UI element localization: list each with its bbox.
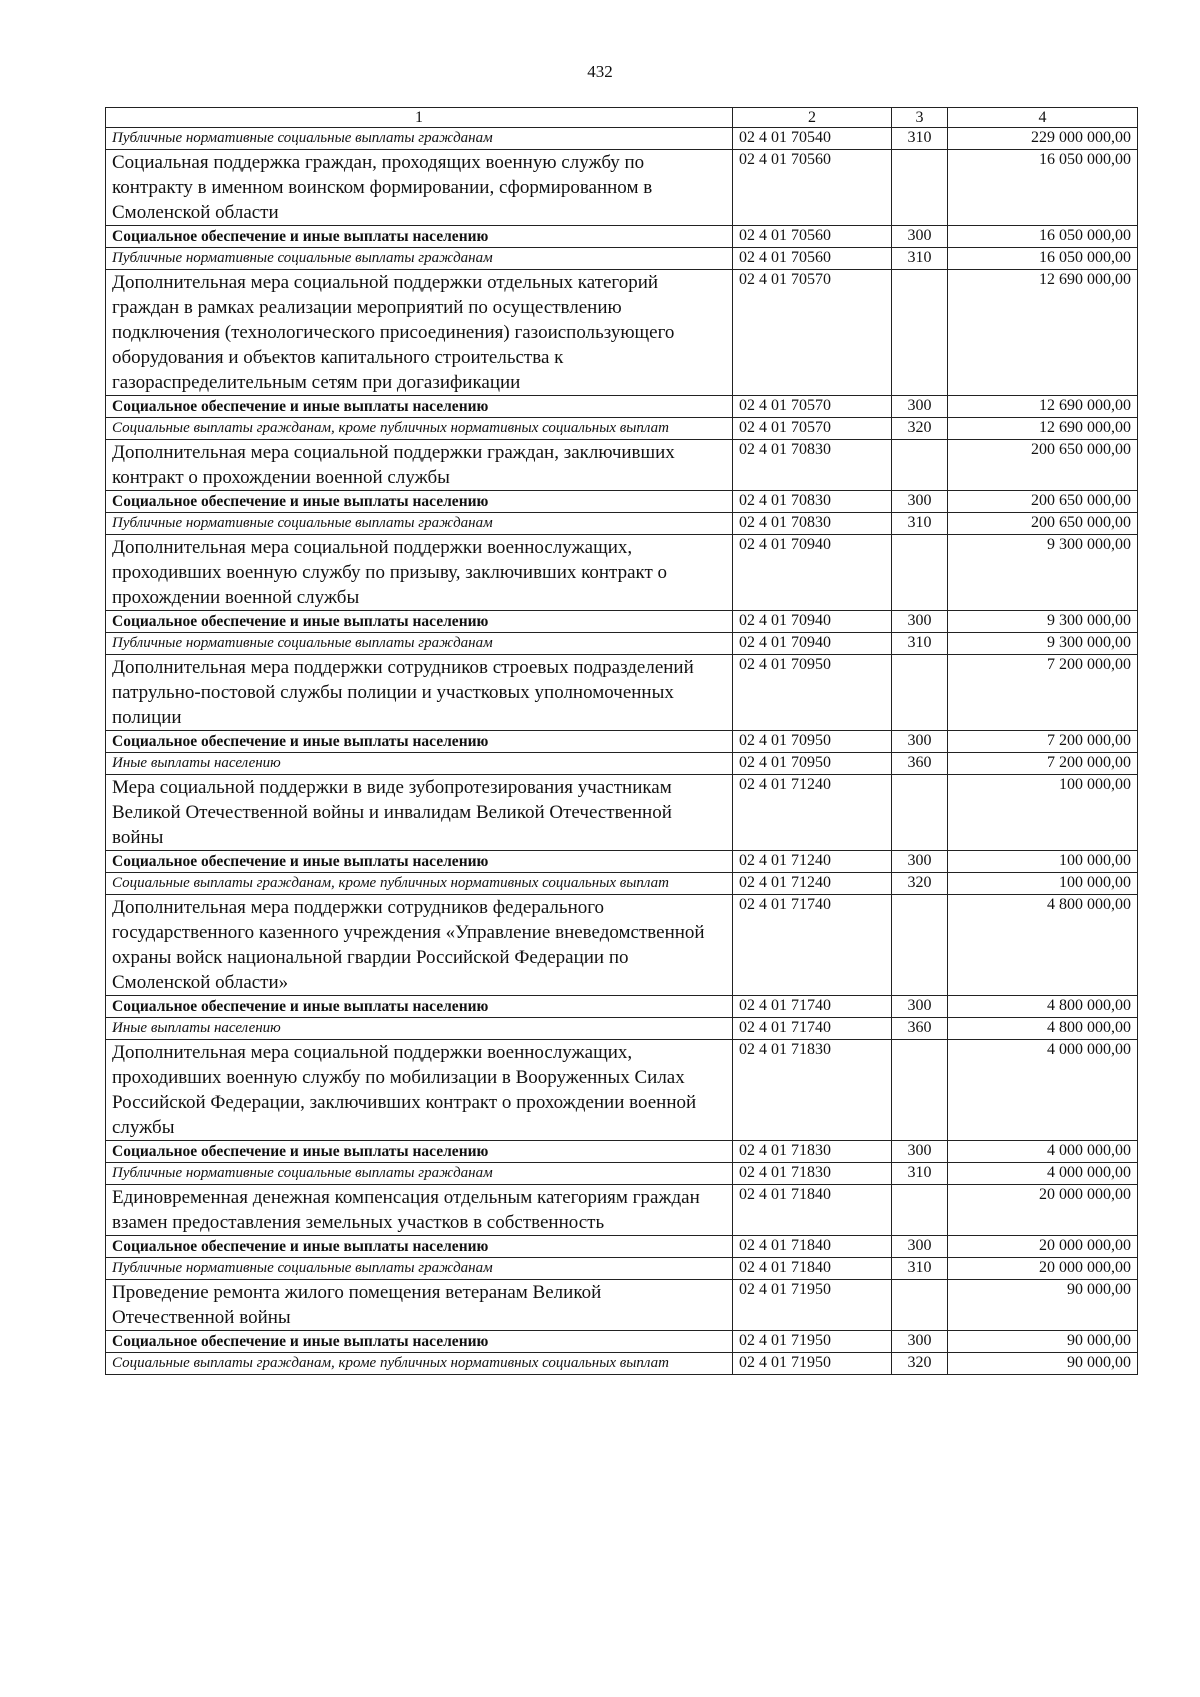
row-type-cell: [892, 895, 948, 996]
table-row: [106, 1353, 1138, 1375]
table-row: [106, 396, 1138, 418]
row-type-cell: 320: [892, 873, 948, 895]
table-row: [106, 248, 1138, 270]
row-amount-cell: 9 300 000,00: [948, 611, 1138, 633]
row-code-cell: 02 4 01 71950: [733, 1331, 892, 1353]
row-amount-cell: 4 000 000,00: [948, 1141, 1138, 1163]
row-code-cell: 02 4 01 70940: [733, 633, 892, 655]
row-code-cell: 02 4 01 70570: [733, 418, 892, 440]
row-code-cell: 02 4 01 71840: [733, 1236, 892, 1258]
row-code-cell: 02 4 01 70830: [733, 491, 892, 513]
budget-table-body: [106, 108, 1138, 1375]
table-row: [106, 611, 1138, 633]
table-row: [106, 270, 1138, 396]
row-amount-cell: 200 650 000,00: [948, 440, 1138, 491]
table-row: [106, 1331, 1138, 1353]
row-amount-cell: 16 050 000,00: [948, 248, 1138, 270]
row-name-cell: Дополнительная мера социальной поддержки граждан, заключивших контракт о прохождении военной службы: [106, 440, 733, 491]
row-amount-cell: 200 650 000,00: [948, 513, 1138, 535]
row-name-cell: Социальное обеспечение и иные выплаты населению: [106, 226, 733, 248]
row-name-cell: Публичные нормативные социальные выплаты гражданам: [106, 248, 733, 270]
table-row: [106, 895, 1138, 996]
row-amount-cell: 4 800 000,00: [948, 996, 1138, 1018]
row-code-cell: 02 4 01 70940: [733, 611, 892, 633]
row-amount-cell: 100 000,00: [948, 775, 1138, 851]
row-type-cell: 310: [892, 1258, 948, 1280]
row-amount-cell: 90 000,00: [948, 1331, 1138, 1353]
row-name-cell: Публичные нормативные социальные выплаты гражданам: [106, 1258, 733, 1280]
row-code-cell: 02 4 01 70540: [733, 128, 892, 150]
row-amount-cell: 100 000,00: [948, 873, 1138, 895]
table-row: [106, 513, 1138, 535]
table-row: [106, 1141, 1138, 1163]
table-row: [106, 440, 1138, 491]
row-type-cell: [892, 775, 948, 851]
row-type-cell: 310: [892, 128, 948, 150]
row-amount-cell: 16 050 000,00: [948, 150, 1138, 226]
row-code-cell: 02 4 01 70570: [733, 270, 892, 396]
row-code-cell: 02 4 01 71240: [733, 873, 892, 895]
row-code-cell: 02 4 01 70940: [733, 535, 892, 611]
row-type-cell: 310: [892, 633, 948, 655]
row-code-cell: 02 4 01 71740: [733, 996, 892, 1018]
row-code-cell: 02 4 01 71240: [733, 775, 892, 851]
row-amount-cell: 4 800 000,00: [948, 1018, 1138, 1040]
table-row: [106, 775, 1138, 851]
row-name-cell: Дополнительная мера поддержки сотрудников строевых подразделений патрульно-постовой службы полиции и участковых уполномоченных полиции: [106, 655, 733, 731]
row-amount-cell: 90 000,00: [948, 1353, 1138, 1375]
table-row: [106, 1040, 1138, 1141]
row-type-cell: 310: [892, 513, 948, 535]
row-code-cell: 02 4 01 70830: [733, 440, 892, 491]
row-type-cell: 300: [892, 1236, 948, 1258]
row-code-cell: 02 4 01 71830: [733, 1163, 892, 1185]
table-row: [106, 731, 1138, 753]
row-amount-cell: 4 000 000,00: [948, 1163, 1138, 1185]
header-cell-1: 1: [106, 108, 733, 128]
row-name-cell: Социальные выплаты гражданам, кроме публичных нормативных социальных выплат: [106, 873, 733, 895]
row-amount-cell: 9 300 000,00: [948, 633, 1138, 655]
table-row: [106, 150, 1138, 226]
table-row: [106, 633, 1138, 655]
row-name-cell: Мера социальной поддержки в виде зубопротезирования участникам Великой Отечественной войны и инвалидам Великой Отечественной войны: [106, 775, 733, 851]
row-amount-cell: 12 690 000,00: [948, 270, 1138, 396]
row-amount-cell: 12 690 000,00: [948, 418, 1138, 440]
row-code-cell: 02 4 01 71830: [733, 1040, 892, 1141]
row-type-cell: [892, 150, 948, 226]
row-type-cell: [892, 535, 948, 611]
row-amount-cell: 7 200 000,00: [948, 753, 1138, 775]
row-type-cell: 360: [892, 753, 948, 775]
table-row: [106, 851, 1138, 873]
row-name-cell: Социальная поддержка граждан, проходящих военную службу по контракту в именном воинском формировании, сформированном в Смоленской области: [106, 150, 733, 226]
row-name-cell: Дополнительная мера социальной поддержки отдельных категорий граждан в рамках реализации мероприятий по осуществлению подключения (технологического присоединения) газоиспользующего оборудования и объектов капитального строительства к газораспределительным сетям при догазификации: [106, 270, 733, 396]
row-type-cell: 300: [892, 996, 948, 1018]
table-row: [106, 535, 1138, 611]
row-code-cell: 02 4 01 71240: [733, 851, 892, 873]
row-name-cell: Единовременная денежная компенсация отдельным категориям граждан взамен предоставления земельных участков в собственность: [106, 1185, 733, 1236]
row-amount-cell: 7 200 000,00: [948, 655, 1138, 731]
row-name-cell: Дополнительная мера поддержки сотрудников федерального государственного казенного учреждения «Управление вневедомственной охраны войск национальной гвардии Российской Федерации по Смоленской области»: [106, 895, 733, 996]
row-type-cell: 300: [892, 226, 948, 248]
row-code-cell: 02 4 01 70560: [733, 150, 892, 226]
row-name-cell: Социальное обеспечение и иные выплаты населению: [106, 851, 733, 873]
table-row: [106, 226, 1138, 248]
table-row: [106, 753, 1138, 775]
row-type-cell: [892, 655, 948, 731]
table-row: [106, 1163, 1138, 1185]
row-amount-cell: 4 800 000,00: [948, 895, 1138, 996]
row-name-cell: Социальное обеспечение и иные выплаты населению: [106, 396, 733, 418]
row-name-cell: Публичные нормативные социальные выплаты гражданам: [106, 128, 733, 150]
row-type-cell: 300: [892, 1331, 948, 1353]
row-name-cell: Социальное обеспечение и иные выплаты населению: [106, 491, 733, 513]
header-cell-4: 4: [948, 108, 1138, 128]
row-name-cell: Публичные нормативные социальные выплаты гражданам: [106, 633, 733, 655]
row-code-cell: 02 4 01 71830: [733, 1141, 892, 1163]
row-code-cell: 02 4 01 71840: [733, 1258, 892, 1280]
table-row: [106, 1236, 1138, 1258]
table-row: [106, 1258, 1138, 1280]
header-cell-3: 3: [892, 108, 948, 128]
row-name-cell: Иные выплаты населению: [106, 1018, 733, 1040]
row-type-cell: 310: [892, 1163, 948, 1185]
row-amount-cell: 12 690 000,00: [948, 396, 1138, 418]
row-amount-cell: 16 050 000,00: [948, 226, 1138, 248]
row-type-cell: 300: [892, 396, 948, 418]
row-type-cell: 360: [892, 1018, 948, 1040]
table-row: [106, 655, 1138, 731]
row-amount-cell: 20 000 000,00: [948, 1236, 1138, 1258]
row-code-cell: 02 4 01 70950: [733, 731, 892, 753]
row-name-cell: Публичные нормативные социальные выплаты гражданам: [106, 1163, 733, 1185]
row-name-cell: Социальное обеспечение и иные выплаты населению: [106, 731, 733, 753]
row-name-cell: Социальное обеспечение и иные выплаты населению: [106, 1236, 733, 1258]
row-amount-cell: 7 200 000,00: [948, 731, 1138, 753]
row-amount-cell: 100 000,00: [948, 851, 1138, 873]
row-name-cell: Социальное обеспечение и иные выплаты населению: [106, 1331, 733, 1353]
row-type-cell: 320: [892, 418, 948, 440]
row-amount-cell: 229 000 000,00: [948, 128, 1138, 150]
row-name-cell: Социальные выплаты гражданам, кроме публичных нормативных социальных выплат: [106, 1353, 733, 1375]
page-number: 432: [587, 62, 613, 81]
budget-table: [105, 107, 1138, 1375]
row-amount-cell: 4 000 000,00: [948, 1040, 1138, 1141]
row-code-cell: 02 4 01 71950: [733, 1280, 892, 1331]
row-name-cell: Дополнительная мера социальной поддержки военнослужащих, проходивших военную службу по призыву, заключивших контракт о прохождении военной службы: [106, 535, 733, 611]
table-row: [106, 1018, 1138, 1040]
row-code-cell: 02 4 01 70950: [733, 655, 892, 731]
row-name-cell: Публичные нормативные социальные выплаты гражданам: [106, 513, 733, 535]
row-amount-cell: 200 650 000,00: [948, 491, 1138, 513]
row-name-cell: Иные выплаты населению: [106, 753, 733, 775]
row-type-cell: 300: [892, 491, 948, 513]
row-type-cell: 300: [892, 851, 948, 873]
row-type-cell: 300: [892, 731, 948, 753]
row-name-cell: Социальные выплаты гражданам, кроме публичных нормативных социальных выплат: [106, 418, 733, 440]
row-name-cell: Проведение ремонта жилого помещения ветеранам Великой Отечественной войны: [106, 1280, 733, 1331]
row-code-cell: 02 4 01 70830: [733, 513, 892, 535]
row-amount-cell: 90 000,00: [948, 1280, 1138, 1331]
table-row: [106, 128, 1138, 150]
table-row: [106, 996, 1138, 1018]
row-type-cell: [892, 1040, 948, 1141]
row-type-cell: [892, 1280, 948, 1331]
row-type-cell: 310: [892, 248, 948, 270]
row-code-cell: 02 4 01 71740: [733, 895, 892, 996]
table-row: [106, 418, 1138, 440]
row-name-cell: Социальное обеспечение и иные выплаты населению: [106, 1141, 733, 1163]
table-row: [106, 873, 1138, 895]
table-row: [106, 1280, 1138, 1331]
row-name-cell: Дополнительная мера социальной поддержки военнослужащих, проходивших военную службу по мобилизации в Вооруженных Силах Российской Федерации, заключивших контракт о прохождении военной службы: [106, 1040, 733, 1141]
row-code-cell: 02 4 01 70570: [733, 396, 892, 418]
row-type-cell: 300: [892, 1141, 948, 1163]
table-row: [106, 491, 1138, 513]
row-code-cell: 02 4 01 71840: [733, 1185, 892, 1236]
table-row: [106, 1185, 1138, 1236]
row-name-cell: Социальное обеспечение и иные выплаты населению: [106, 996, 733, 1018]
row-amount-cell: 9 300 000,00: [948, 535, 1138, 611]
row-type-cell: [892, 1185, 948, 1236]
header-cell-2: 2: [733, 108, 892, 128]
row-type-cell: 320: [892, 1353, 948, 1375]
row-amount-cell: 20 000 000,00: [948, 1258, 1138, 1280]
row-type-cell: 300: [892, 611, 948, 633]
row-code-cell: 02 4 01 71740: [733, 1018, 892, 1040]
row-code-cell: 02 4 01 70560: [733, 248, 892, 270]
row-amount-cell: 20 000 000,00: [948, 1185, 1138, 1236]
row-type-cell: [892, 440, 948, 491]
row-code-cell: 02 4 01 70560: [733, 226, 892, 248]
row-code-cell: 02 4 01 71950: [733, 1353, 892, 1375]
row-code-cell: 02 4 01 70950: [733, 753, 892, 775]
row-name-cell: Социальное обеспечение и иные выплаты населению: [106, 611, 733, 633]
table-header-row: [106, 108, 1138, 128]
row-type-cell: [892, 270, 948, 396]
